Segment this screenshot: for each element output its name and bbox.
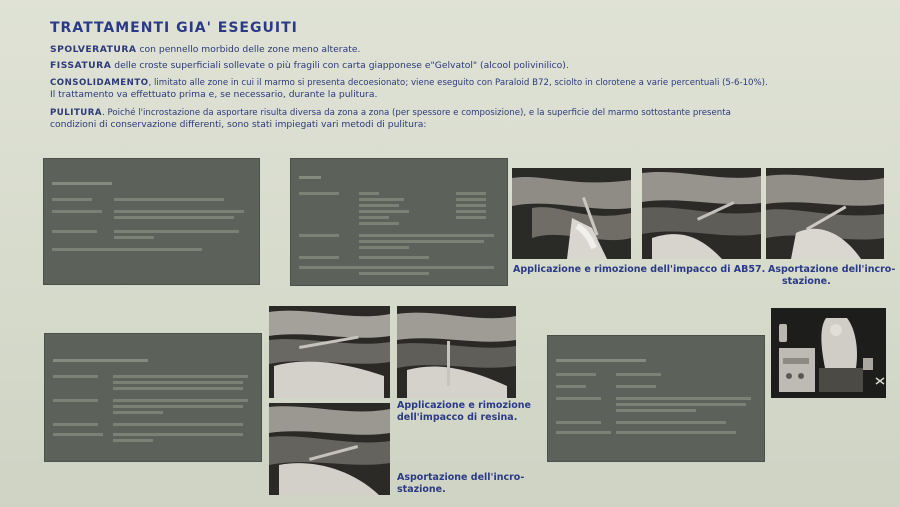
panel-text-bar: [359, 198, 404, 201]
panel-heading-bar: [299, 176, 321, 179]
panel-text-bar: [113, 423, 243, 426]
panel-text-bar: [359, 234, 494, 237]
photo-ab57-application-2: [642, 168, 761, 259]
panel-text-bar: [456, 210, 486, 213]
panel-text-bar: [53, 399, 98, 402]
panel-text-bar: [114, 236, 154, 239]
panel-text-bar: [359, 240, 484, 243]
panel-text-bar: [556, 421, 601, 424]
caption-ab57-application: Applicazione e rimozione dell'impacco di AB57.: [513, 264, 766, 275]
panel-text-bar: [616, 409, 696, 412]
panel-text-bar: [52, 248, 202, 251]
marble-photo: [269, 403, 390, 495]
photo-resin-application-1: [269, 306, 390, 398]
photo-ab57-application-1: [512, 168, 631, 259]
caption-resin-application-line1: Applicazione e rimozione: [397, 400, 531, 411]
panel-text-bar: [456, 198, 486, 201]
method-panel-2: [290, 158, 508, 286]
caption-ab57-removal-line1: Asportazione dell'incro-: [768, 264, 896, 275]
panel-text-bar: [299, 192, 339, 195]
page-title: TRATTAMENTI GIA' ESEGUITI: [50, 20, 298, 36]
term-label: PULITURA: [50, 108, 103, 118]
panel-text-bar: [556, 397, 601, 400]
panel-heading-bar: [52, 182, 112, 185]
marble-photo: [397, 306, 516, 398]
panel-text-bar: [359, 272, 429, 275]
paragraph-trattamento: [50, 89, 377, 100]
photo-equipment: [771, 308, 886, 398]
panel-text-bar: [113, 375, 248, 378]
paragraph-text: con pennello morbido delle zone meno alterate.: [136, 44, 361, 55]
panel-text-bar: [299, 234, 339, 237]
method-panel-4: [547, 335, 765, 462]
panel-text-bar: [114, 198, 224, 201]
panel-text-bar: [556, 373, 596, 376]
panel-heading-bar: [556, 359, 646, 362]
panel-text-bar: [113, 381, 243, 384]
panel-text-bar: [113, 411, 163, 414]
panel-text-bar: [556, 431, 611, 434]
panel-text-bar: [616, 431, 736, 434]
caption-ab57-removal-line2: stazione.: [782, 276, 831, 287]
paragraph-text: delle croste superficiali sollevate o più fragili con carta giapponese e"Gelvatol" (alcool polivinilico).: [111, 60, 569, 71]
panel-text-bar: [299, 256, 339, 259]
term-label: CONSOLIDAMENTO: [50, 78, 149, 88]
panel-text-bar: [456, 204, 486, 207]
panel-text-bar: [616, 403, 746, 406]
marble-photo: [512, 168, 631, 259]
method-panel-3: [44, 333, 262, 462]
panel-text-bar: [52, 230, 97, 233]
panel-text-bar: [359, 222, 399, 225]
panel-text-bar: [113, 405, 243, 408]
caption-resin-application-line2: dell'impacco di resina.: [397, 412, 518, 423]
paragraph-spolveratura: [50, 44, 360, 55]
panel-text-bar: [359, 192, 379, 195]
marble-photo: [269, 306, 390, 398]
caption-resin-removal-line1: Asportazione dell'incro-: [397, 472, 525, 483]
panel-text-bar: [456, 192, 486, 195]
marble-photo: [642, 168, 761, 259]
equipment-photo: [771, 308, 886, 398]
panel-text-bar: [359, 256, 429, 259]
panel-text-bar: [53, 375, 98, 378]
panel-text-bar: [616, 373, 661, 376]
photo-ab57-removal: [766, 168, 884, 259]
panel-text-bar: [616, 421, 726, 424]
paragraph-text: Il trattamento va effettuato prima e, se necessario, durante la pulitura.: [50, 89, 378, 100]
paragraph-text: , limitato alle zone in cui il marmo si presenta decoesionato; viene eseguito con Paraloid B72, sciolto in clorotene a varie percentuali (5-6-10%).: [148, 78, 768, 88]
panel-text-bar: [616, 385, 656, 388]
panel-text-bar: [53, 423, 98, 426]
panel-text-bar: [114, 210, 244, 213]
panel-text-bar: [52, 198, 92, 201]
panel-text-bar: [113, 439, 153, 442]
panel-text-bar: [113, 399, 248, 402]
panel-text-bar: [359, 246, 409, 249]
panel-text-bar: [299, 266, 494, 269]
panel-text-bar: [616, 397, 751, 400]
paragraph-fissatura: [50, 60, 569, 71]
panel-text-bar: [556, 385, 586, 388]
paragraph-text: condizioni di conservazione differenti, sono stati impiegati vari metodi di pulitura:: [50, 119, 427, 130]
panel-text-bar: [359, 216, 389, 219]
panel-text-bar: [52, 210, 102, 213]
photo-resin-application-2: [397, 306, 516, 398]
panel-text-bar: [359, 204, 399, 207]
paragraph-pulitura: [50, 108, 731, 119]
paragraph-consolidamento: [50, 78, 768, 89]
panel-text-bar: [114, 216, 234, 219]
term-label: FISSATURA: [50, 60, 112, 71]
term-label: SPOLVERATURA: [50, 44, 137, 55]
panel-text-bar: [359, 210, 409, 213]
panel-text-bar: [113, 433, 243, 436]
panel-text-bar: [53, 433, 103, 436]
caption-resin-removal-line2: stazione.: [397, 484, 446, 495]
photo-resin-removal: [269, 403, 390, 495]
panel-text-bar: [113, 387, 243, 390]
paragraph-condizioni: [50, 119, 426, 130]
method-panel-1: [43, 158, 260, 285]
panel-heading-bar: [53, 359, 148, 362]
marble-photo: [766, 168, 884, 259]
panel-text-bar: [114, 230, 239, 233]
panel-text-bar: [456, 216, 486, 219]
paragraph-text: . Poiché l'incrostazione da asportare risulta diversa da zona a zona (per spessore e composizione), e la superficie del marmo sottostante presenta: [102, 108, 731, 118]
